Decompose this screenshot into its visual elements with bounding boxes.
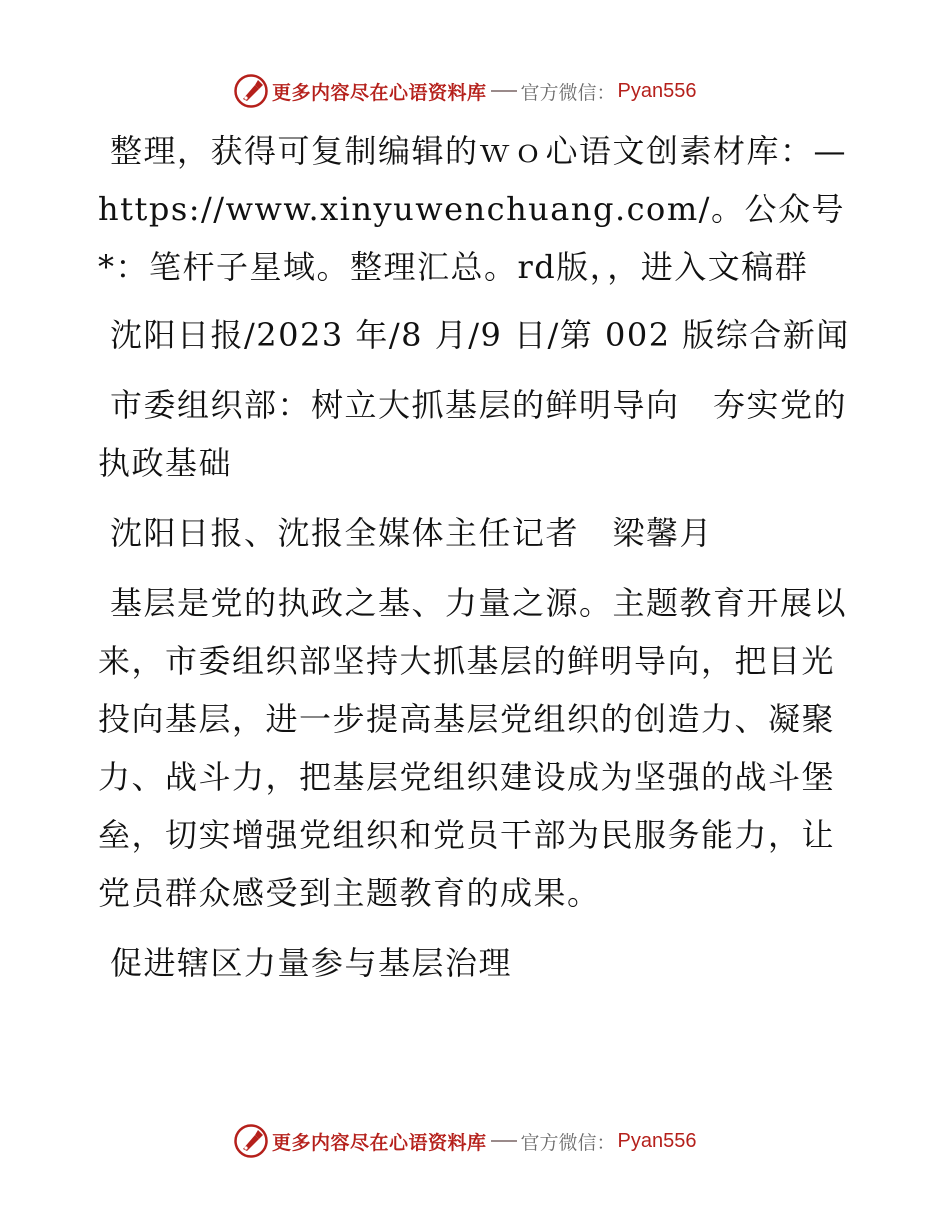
article-byline: 沈阳日报、沈报全媒体主任记者 梁馨月 [110,514,714,552]
document-body [98,122,858,1004]
article-headline: 市委组织部：树立大抓基层的鲜明导向 夯实党的执政基础 [98,386,848,482]
body-paragraph: 基层是党的执政之基、力量之源。主题教育开展以来，市委组织部坚持大抓基层的鲜明导向，把目光投向基层，进一步提高基层党组织的创造力、凝聚力、战斗力，把基层党组织建设成为坚强的战斗堡垒，切实增强党组织和党员干部为民服务能力，让党员群众感受到主题教育的成果。 [98,584,848,912]
intro-paragraph: 整理，获得可复制编辑的ｗｏ心语文创素材库：—https://www.xinyuwenchuang.com/。公众号*：笔杆子星域。整理汇总。rd版，，进入文稿群 [98,132,848,286]
watermark-brand-text: 更多内容尽在心语资料库 [272,1131,487,1154]
watermark-official-label: 官方微信： [520,1131,616,1154]
watermark-dash [491,1140,517,1142]
source-line: 沈阳日报/2023 年/8 月/9 日/第 002 版综合新闻 [110,316,850,354]
watermark-official-label: 官方微信： [520,81,616,104]
watermark-dash [491,90,517,92]
watermark-footer [234,1124,697,1158]
watermark-wechat-id: Pyan556 [617,79,697,102]
pen-nib-logo-icon [234,1124,268,1158]
section-subheading: 促进辖区力量参与基层治理 [110,944,513,982]
watermark-header [234,74,697,108]
pen-nib-logo-icon [234,74,268,108]
watermark-wechat-id: Pyan556 [617,1129,697,1152]
watermark-brand-text: 更多内容尽在心语资料库 [272,81,487,104]
